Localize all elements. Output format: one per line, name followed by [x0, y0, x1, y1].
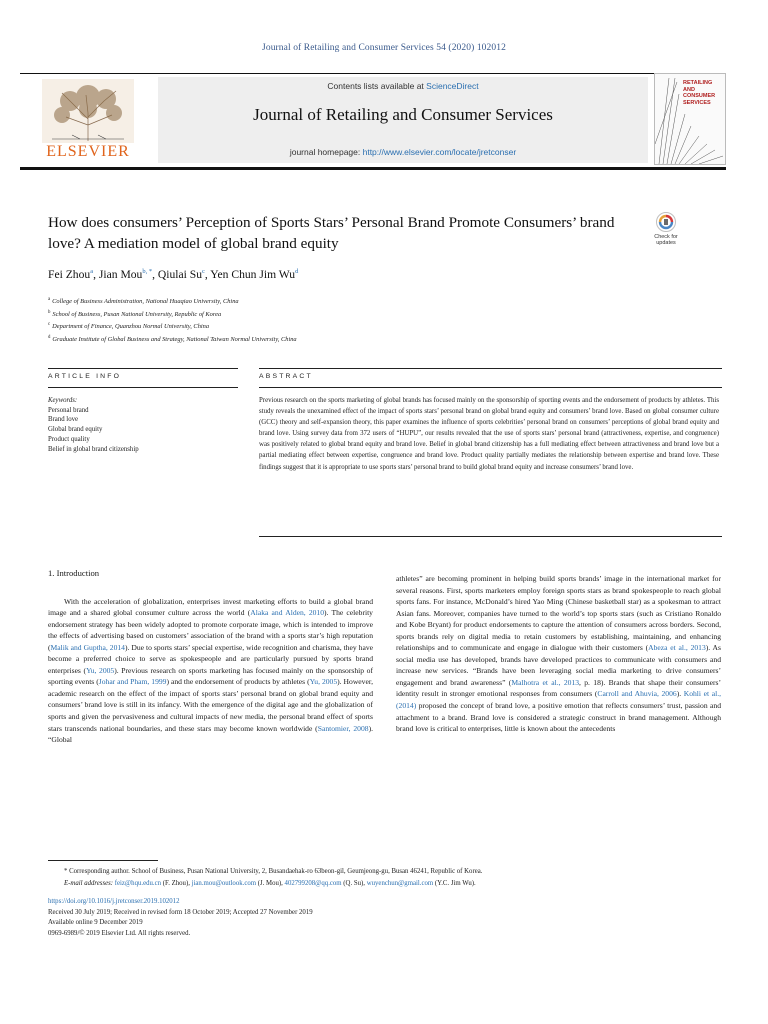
affiliation-text: Department of Finance, Quanzhou Normal University, China: [52, 323, 210, 331]
author-affiliation-marker[interactable]: c: [202, 268, 205, 276]
affiliation-list: [48, 295, 648, 346]
citation-link[interactable]: Johar and Pham, 1999: [98, 677, 167, 687]
email-link[interactable]: jian.mou@outlook.com: [191, 879, 257, 887]
affiliation-marker: a: [48, 297, 51, 302]
author-affiliation-marker[interactable]: b, *: [142, 268, 153, 276]
email-label: E-mail addresses:: [64, 879, 114, 887]
introduction-heading: 1. Introduction: [48, 568, 100, 578]
author-name[interactable]: Qiulai Su: [157, 268, 203, 281]
email-owner: (Y.C. Jim Wu).: [433, 879, 476, 887]
abstract-mid-rule: [259, 387, 722, 388]
body-text: proposed the concept of brand love, a positive emotion that reflects consumers’ trust, passion and attachment to a brand. Brand love is considered a strategic construct in brand management. Although brand love is critical to enterprises, little is known about the antecedents: [396, 701, 721, 734]
abstract-body: Previous research on the sports marketing of global brands has focused mainly on the sponsorship of sporting events and the endorsement of products by athletes. This study reveals the unexamined effect of the impact of sports stars’ personal brand on global brand equity and consumers’ brand love. Based on global consumer culture (GCC) theory and self-expansion theory, this paper examines the influence of sports celebrities’ personal brand on consumers’ perceptions of global brand equity and brand love. Using survey data from 372 users of “HUPU”, our results revealed that the use of sports stars’ personal brand (attractiveness, expertise, and congruence) was positively related to global brand equity and brand love. Belief in global brand citizenship has a full mediating effect between attractiveness and brand love but a partial mediating effect between expertise, congruence and brand love. Product quality partially mediates the relationship between expertise and brand love. These findings suggest that it is appropriate to use sports stars’ personal brand to build global brand equity and increase consumers’ brand love.: [259, 397, 719, 471]
author-separator: ,: [152, 268, 158, 281]
citation-link[interactable]: Malik and Guptha, 2014: [50, 642, 125, 652]
body-text: ) and the endorsement of products by athletes (: [166, 677, 310, 687]
email-owner: (J. Mou),: [256, 879, 285, 887]
introduction-paragraph-right: [396, 573, 721, 735]
check-for-updates-icon: [644, 211, 688, 235]
body-text: With the acceleration of globalization, enterprises invest marketing efforts to build a global brand image and a shared global consumer culture across the world (: [48, 596, 373, 618]
author-list: [48, 268, 648, 281]
contents-prefix: Contents lists available at: [327, 81, 427, 91]
author-name[interactable]: Fei Zhou: [48, 268, 91, 281]
citation-link[interactable]: Malhotra et al., 2013: [511, 677, 580, 687]
keyword-item[interactable]: Global brand equity: [48, 426, 103, 434]
affiliation-item: [48, 333, 648, 346]
body-text: , p. 18). Brands that shape their consumers’ identity result in stronger emotional responses from consumers (: [396, 677, 721, 699]
footnote-rule: [48, 860, 158, 861]
journal-homepage-link[interactable]: http://www.elsevier.com/locate/jretconser: [362, 147, 517, 157]
body-text: ). “Global: [48, 723, 373, 745]
cover-title-text: RETAILING AND CONSUMER SERVICES: [683, 80, 716, 106]
author-affiliation-marker[interactable]: d: [295, 268, 299, 276]
body-column-left: [48, 568, 373, 746]
body-text: ). The celebrity endorsement strategy has been widely adopted to promote corporate image, which is intended to improve the effects of advertising based on customers’ association of the brand with a sports star’s high reputation (: [48, 608, 373, 652]
keyword-item[interactable]: Brand love: [48, 416, 79, 424]
available-online-date: Available online 9 December 2019: [48, 919, 143, 926]
affiliation-marker: c: [48, 322, 51, 328]
homepage-prefix: journal homepage:: [289, 147, 363, 157]
email-link[interactable]: wuyenchun@gmail.com: [366, 879, 434, 887]
author-separator: ,: [204, 268, 211, 281]
check-for-updates-button[interactable]: [644, 211, 688, 255]
affiliation-item: [48, 308, 648, 321]
corresponding-author-note: * Corresponding author. School of Business, Pusan National University, 2, Busandaehak-ro 63beon-gil, Geumjeong-gu, Busan 46241, Republic of Korea.: [64, 868, 483, 875]
masthead-center-panel: [158, 77, 648, 163]
masthead-top-rule: [20, 73, 726, 74]
affiliation-item: [48, 295, 648, 308]
received-dates: Received 30 July 2019; Received in revised form 18 October 2019; Accepted 27 November 2019: [48, 908, 313, 916]
running-head[interactable]: Journal of Retailing and Consumer Services 54 (2020) 102012: [262, 43, 506, 53]
article-info-top-rule: [48, 368, 238, 369]
elsevier-logo[interactable]: [32, 79, 144, 163]
abstract-bottom-rule: [259, 536, 722, 537]
affiliation-marker: d: [48, 335, 51, 341]
body-text: ). Previous research on sports marketing has focused mainly on the sponsorship of sporting events (: [48, 665, 373, 687]
citation-link[interactable]: Alaka and Alden, 2010: [250, 608, 325, 618]
journal-cover-thumbnail[interactable]: [654, 73, 726, 165]
author-name[interactable]: Jian Mou: [98, 268, 143, 281]
doi-link[interactable]: https://doi.org/10.1016/j.jretconser.2019.102012: [48, 898, 180, 905]
journal-title: Journal of Retailing and Consumer Services: [253, 105, 553, 124]
body-text: ).: [676, 689, 684, 699]
article-title: How does consumers’ Perception of Sports Stars’ Personal Brand Promote Consumers’ brand love? A mediation model of global brand equity: [48, 214, 615, 252]
abstract-heading: ABSTRACT: [259, 373, 313, 380]
copyright-notice: 0969-6989/© 2019 Elsevier Ltd. All rights reserved.: [48, 929, 191, 937]
citation-link[interactable]: Carroll and Ahuvia, 2006: [597, 689, 677, 699]
contents-available-line: [158, 81, 648, 91]
citation-link[interactable]: Yu, 2005: [309, 677, 338, 687]
journal-masthead: [20, 73, 726, 169]
sciencedirect-link[interactable]: ScienceDirect: [426, 81, 479, 91]
article-info-mid-rule: [48, 387, 238, 388]
elsevier-wordmark: ELSEVIER: [46, 143, 130, 160]
body-text: ). However, academic research on the effect of the impact of sports stars’ personal brand on global brand equity and consumers’ brand love is still in its infancy. With the emergence of the digital age and the globalization of sports and given the pervasiveness and cultural impacts of new media, the personal brand effect of sports stars transcends national boundaries, and these stars may become known worldwide (: [48, 677, 373, 733]
affiliation-text: College of Business Administration, National Huaqiao University, China: [52, 298, 239, 306]
email-link[interactable]: 402799208@qq.com: [284, 879, 342, 887]
keywords-heading: Keywords:: [48, 397, 78, 404]
publication-info: [48, 897, 728, 939]
body-text: ). Due to sports stars’ special expertise, wide recognition and charisma, they have become a preferred choice to serve as spokespeople and are particularly pursued by sports brand enterprises (: [48, 642, 373, 675]
email-owner: (Q. Su),: [341, 879, 367, 887]
author-affiliation-marker[interactable]: a: [90, 268, 94, 276]
citation-link[interactable]: Santomier, 2008: [317, 723, 369, 733]
journal-homepage-line: [158, 147, 648, 157]
article-info-heading: ARTICLE INFO: [48, 373, 122, 380]
affiliation-item: [48, 320, 648, 333]
citation-link[interactable]: Yu, 2005: [86, 665, 115, 675]
keyword-item[interactable]: Product quality: [48, 435, 90, 443]
check-for-updates-label: Check for updates: [654, 234, 678, 246]
elsevier-tree-icon: [42, 79, 134, 143]
masthead-bottom-rule: [20, 167, 726, 170]
affiliation-text: School of Business, Pusan National University, Republic of Korea: [52, 310, 222, 318]
citation-link[interactable]: Kohli et al., (2014): [396, 689, 721, 711]
footnotes: [48, 866, 728, 889]
introduction-paragraph-left: [48, 596, 373, 746]
body-column-right: [396, 573, 721, 735]
affiliation-marker: b: [48, 309, 51, 315]
body-text: ). As social media use has developed, brands have developed practices to communicate with consumers and increase new services. “Brands have been leveraging social media marketing to drive consumers’ engagement and brand awareness” (: [396, 643, 721, 687]
email-owner: (F. Zhou),: [161, 879, 192, 887]
author-separator: ,: [93, 268, 99, 281]
body-text: athletes” are becoming prominent in helping build sports brands’ image in the international market for several reasons. First, sports marketers employ foreign sports stars as brand spokespeople to reach global sports fans. For instance, McDonald’s hired Yao Ming (Chinese basketball star) as a spokesman to attract Asian fans. Moreover, companies have turned to the world’s top sports stars (such as Cristiano Ronaldo and Kobe Bryant) for product endorsements to capture the attention of consumers across borders. Second, sports brands rely on digital media to retain customers by establishing, maintaining, and enhancing relationships and to communicate and engage in dialogue with their customers (: [396, 574, 721, 653]
author-name[interactable]: Yen Chun Jim Wu: [210, 268, 296, 281]
email-link[interactable]: feiz@hqu.edu.cn: [114, 879, 162, 887]
affiliation-text: Graduate Institute of Global Business and Strategy, National Taiwan Normal University, China: [52, 336, 297, 344]
email-addresses-line: [48, 878, 728, 890]
keywords-block: [48, 396, 238, 454]
keyword-item[interactable]: Personal brand: [48, 406, 89, 414]
citation-link[interactable]: Abeza et al., 2013: [648, 643, 706, 653]
abstract-top-rule: [259, 368, 722, 369]
keyword-item[interactable]: Belief in global brand citizenship: [48, 445, 139, 453]
